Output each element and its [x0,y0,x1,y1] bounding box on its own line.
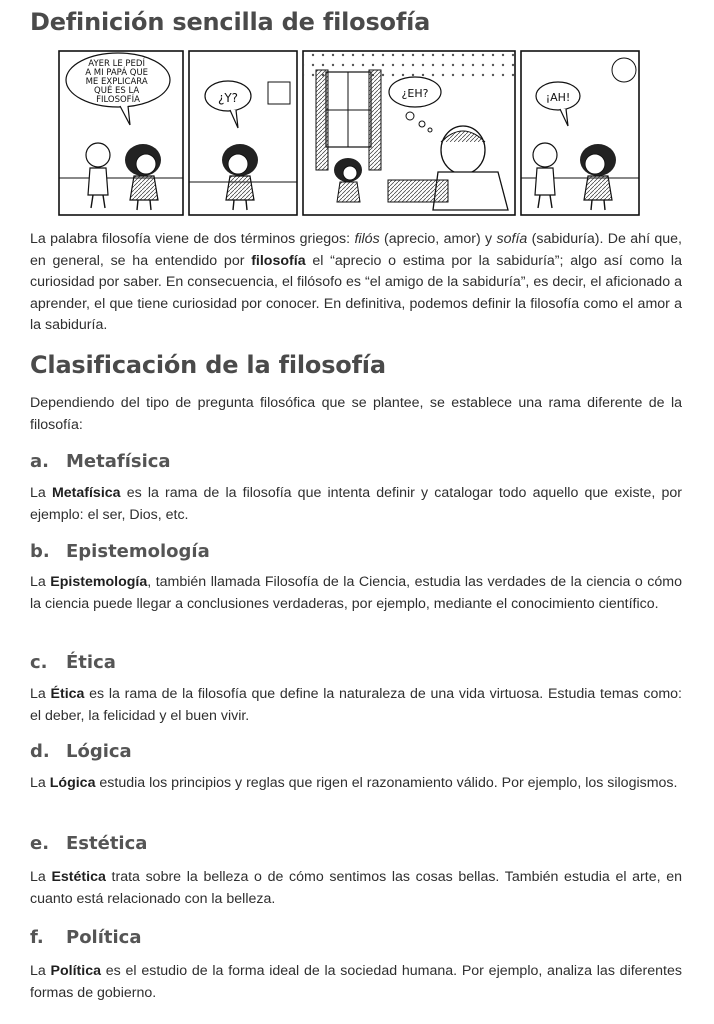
bubble1-line4: QUÉ ES LA [94,86,140,96]
branch-heading-epistemologia: b. Epistemología [30,541,210,562]
branch-heading-etica: c. Ética [30,652,116,673]
bubble1-line2: A MI PAPÁ QUE [85,68,149,78]
page-title: Definición sencilla de filosofía [30,8,431,36]
intro-paragraph: La palabra filosofía viene de dos términos griegos: filós (aprecio, amor) y sofía (sabiduría). De ahí que, en general, se ha entendido por filosofía el “aprecio o estima por la sabiduría”; algo así como la curiosidad por saber. En consecuencia, el filósofo es “el amigo de la sabiduría”, es decir, el aficionado a aprender, el que tiene curiosidad por conocer. En definitiva, podemos definir la filosofía como el amor a la sabiduría. [30,231,682,333]
bubble2-text: ¿Y? [217,91,239,105]
bubble4-text: ¡AH! [545,91,571,104]
comic-panel-2 [189,51,297,215]
branch-text-etica: La Ética es la rama de la filosofía que define la naturaleza de una vida virtuosa. Estudia temas como: el deber, la felicidad y el buen vivir. [30,686,682,724]
term-filos: filós [354,231,380,247]
books-stack [388,180,448,202]
branch-text-epistemologia: La Epistemología, también llamada Filosofía de la Ciencia, estudia las verdades de la ciencia o cómo la ciencia puede llegar a conclusiones verdaderas, por ejemplo, mediante el conocimiento científico. [30,574,682,612]
branch-heading-metafisica: a. Metafísica [30,451,171,472]
bubble1-line3: ME EXPLICARA [85,77,148,87]
bubble1-line5: FILOSOFÍA [96,95,140,105]
comic-panel-3 [303,51,515,215]
mafalda-comic-strip [58,50,640,216]
bold-filosofia: filosofía [251,252,306,269]
branch-text-politica: La Política es el estudio de la forma ideal de la sociedad humana. Por ejemplo, analiza las diferentes formas de gobierno. [30,963,682,1001]
branch-heading-logica: d. Lógica [30,741,132,762]
branch-text-estetica: La Estética trata sobre la belleza o de cómo sentimos las cosas bellas. También estudia el arte, en cuanto está relacionado con la belleza. [30,869,682,907]
branch-heading-estetica: e. Estética [30,833,148,854]
term-sofia: sofía [496,231,528,247]
bubble3-text: ¿EH? [401,87,429,100]
comic-panel-4 [521,51,639,215]
branch-heading-politica: f. Política [30,927,142,948]
comic-panel-1 [59,51,183,215]
branch-text-logica: La Lógica estudia los principios y reglas que rigen el razonamiento válido. Por ejemplo, los silogismos. [30,775,678,791]
bubble1-line1: AYER LE PEDÍ [88,59,145,69]
section-title: Clasificación de la filosofía [30,351,386,379]
section-intro: Dependiendo del tipo de pregunta filosófica que se plantee, se establece una rama diferente de la filosofía: [30,395,682,433]
branch-text-metafisica: La Metafísica es la rama de la filosofía que intenta definir y catalogar todo aquello que existe, por ejemplo: el ser, Dios, etc. [30,485,682,523]
